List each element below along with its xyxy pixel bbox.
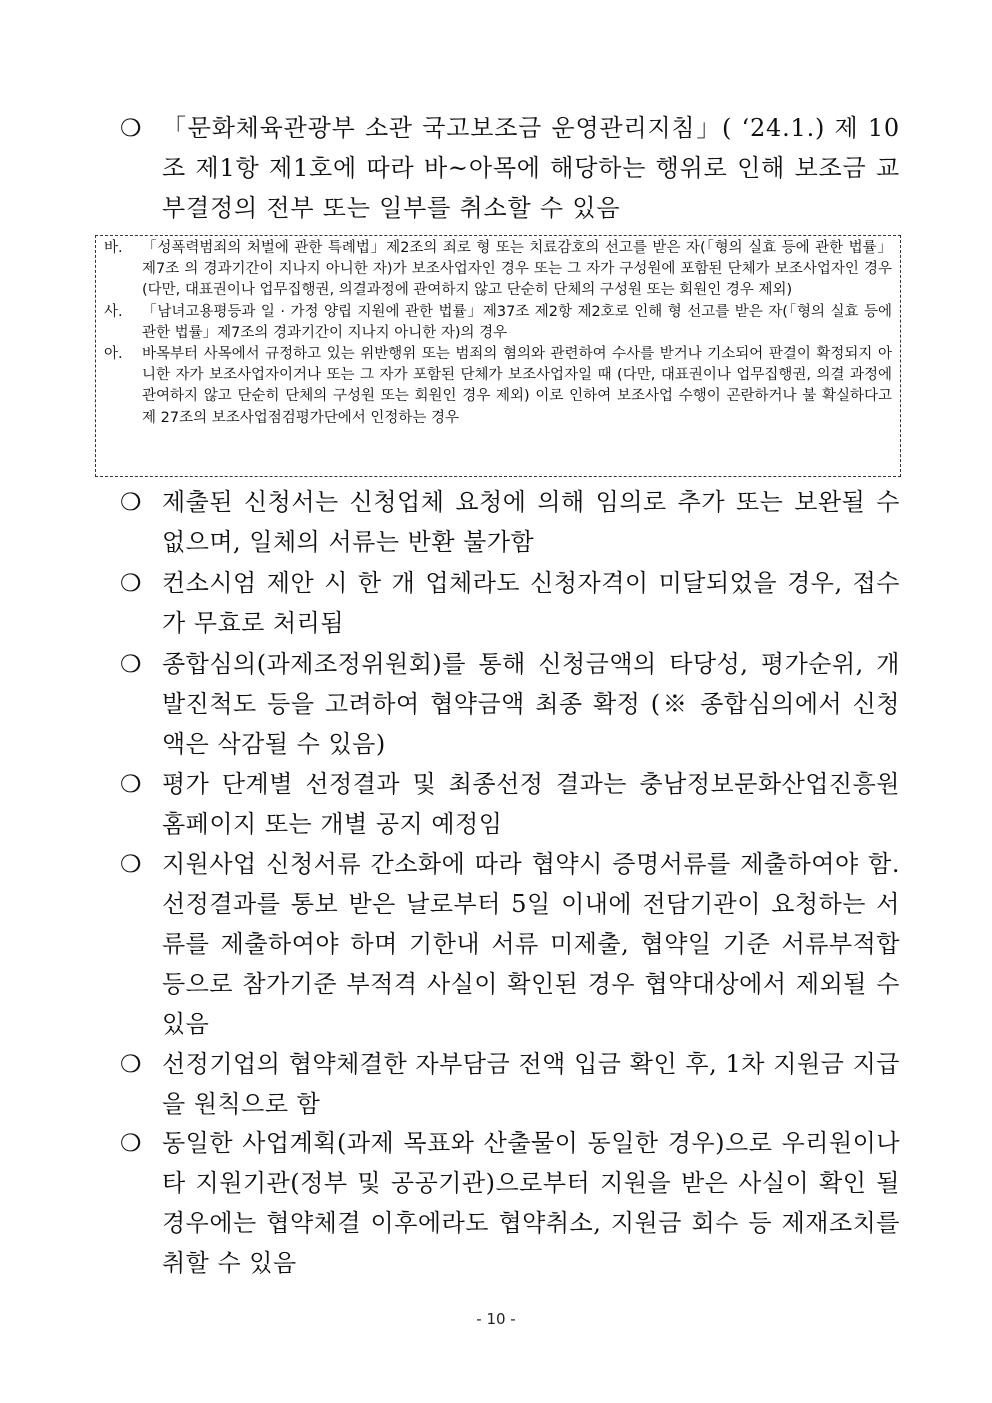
clause-mark: 사. <box>104 303 123 320</box>
notice-clause <box>104 344 892 429</box>
circle-bullet-icon: ❍ <box>120 488 142 516</box>
clause-mark: 아. <box>104 346 123 363</box>
clause-text: 「남녀고용평등과 일 · 가정 양립 지원에 관한 법률」제37조 제2항 제2호로 인해 형 선고를 받은 자(「형의 실효 등에 관한 법률」제7조의 경과기간이 지나지 아니한 자)의 경우 <box>142 303 892 341</box>
clause-mark: 바. <box>104 240 123 256</box>
list-item <box>120 1044 900 1124</box>
circle-bullet-icon: ❍ <box>120 114 142 142</box>
circle-bullet-icon: ❍ <box>120 1050 142 1078</box>
list-item <box>120 764 900 844</box>
list-item-text: 종합심의(과제조정위원회)를 통해 신청금액의 타당성, 평가순위, 개발진척도 등을 고려하여 협약금액 최종 확정 (※ 종합심의에서 신청액은 삭감될 수 있음) <box>162 650 900 758</box>
circle-bullet-icon: ❍ <box>120 850 142 878</box>
notice-clause <box>104 238 892 302</box>
list-item-text: 동일한 사업계획(과제 목표와 산출물이 동일한 경우)으로 우리원이나 타 지원기관(정부 및 공공기관)으로부터 지원을 받은 사실이 확인 될 경우에는 협약체결 이후에라도 협약취소, 지원금 회수 등 제재조치를 취할 수 있음 <box>162 1129 900 1277</box>
list-item <box>120 644 900 764</box>
list-item-text: 「문화체육관광부 소관 국고보조금 운영관리지침」( ‘24.1.) 제 10조 제1항 제1호에 따라 바~아목에 해당하는 행위로 인해 보조금 교부결정의 전부 또는 일부를 취소할 수 있음 <box>162 114 900 222</box>
notice-clause <box>104 302 892 344</box>
list-item-text: 제출된 신청서는 신청업체 요청에 의해 임의로 추가 또는 보완될 수 없으며, 일체의 서류는 반환 불가함 <box>162 488 900 556</box>
list-item-text: 지원사업 신청서류 간소화에 따라 협약시 증명서류를 제출하여야 함. 선정결과를 통보 받은 날로부터 5일 이내에 전담기관이 요청하는 서류를 제출하여야 하며 기한내 서류 미제출, 협약일 기준 서류부적합 등으로 참가기준 부적격 사실이 확인된 경우 협약대상에서 제외될 수 있음 <box>162 850 900 1038</box>
list-item-text: 컨소시엄 제안 시 한 개 업체라도 신청자격이 미달되었을 경우, 접수가 무효로 처리됨 <box>162 569 900 637</box>
list-item <box>120 563 900 643</box>
circle-bullet-icon: ❍ <box>120 1129 142 1157</box>
list-item <box>120 482 900 562</box>
clause-text: 바목부터 사목에서 규정하고 있는 위반행위 또는 범죄의 혐의와 관련하여 수사를 받거나 기소되어 판결이 확정되지 아니한 자가 보조사업자이거나 또는 그 자가 포함된 단체가 보조사업자일 때 (다만, 대표권이나 업무집행권, 의결 과정에 관여하지 않고 단순히 단체의 구성원 또는 회원인 경우 제외) 이로 인하여 보조사업 수행이 곤란하거나 불 확실하다고 제 27조의 보조사업점검평가단에서 인정하는 경우 <box>142 346 892 426</box>
list-item-text: 평가 단계별 선정결과 및 최종선정 결과는 충남정보문화산업진흥원 홈페이지 또는 개별 공지 예정임 <box>162 770 900 838</box>
list-item <box>120 1123 900 1283</box>
circle-bullet-icon: ❍ <box>120 770 142 798</box>
circle-bullet-icon: ❍ <box>120 650 142 678</box>
list-item <box>120 844 900 1044</box>
circle-bullet-icon: ❍ <box>120 569 142 597</box>
clause-text: 「성폭력범죄의 처벌에 관한 특례법」제2조의 죄로 형 또는 치료감호의 선고를 받은 자(「형의 실효 등에 관한 법률」 제7조 의 경과기간이 지나지 아니한 자)가 보조사업자인 경우 또는 그 자가 구성원에 포함된 단체가 보조사업자인 경우 (다만, 대표권이나 업무집행권, 의결과정에 관여하지 않고 단순히 단체의 구성원 또는 회원인 경우 제외) <box>142 240 892 299</box>
page-number: - 10 - <box>476 1310 516 1328</box>
list-item <box>120 108 900 228</box>
list-item-text: 선정기업의 협약체결한 자부담금 전액 입금 확인 후, 1차 지원금 지급을 원칙으로 함 <box>162 1050 900 1118</box>
notice-box <box>95 235 901 477</box>
